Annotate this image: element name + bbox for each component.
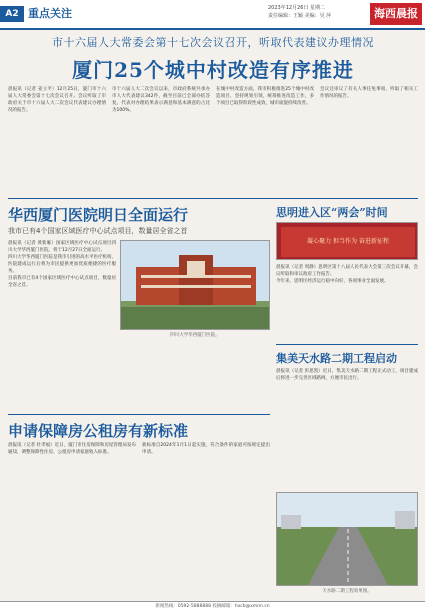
page-footer: 新闻热线：0592-5888888 投稿邮箱：hxcb@xmnn.cn — [0, 601, 425, 611]
hospital-photo — [120, 240, 270, 330]
hospital-paragraph: 晨报讯（记者 黄新雁）国家区域医疗中心试点项目四川大学华西厦门医院，将于12月27日全面运行。 — [8, 241, 116, 253]
road-rendering-image — [277, 493, 418, 586]
section-name: 重点关注 — [28, 7, 72, 20]
banner-text: 凝心聚力 担当作为 奋进新征程 — [307, 238, 389, 245]
housing-article-body — [8, 442, 270, 592]
lead-headline-block — [8, 34, 418, 83]
section-divider — [8, 198, 418, 199]
dateline — [268, 4, 368, 20]
hospital-title: 华西厦门医院明日全面运行 — [8, 206, 189, 224]
lead-column: 市十六届人大二次会议以来，市政府系统共承办市人大代表建议342件，截至目前已全部办结答复。代表对办理结果表示满意和基本满意的占比为100%。 — [112, 87, 210, 113]
hospital-photo-caption: 四川大学华西厦门医院。 — [170, 333, 220, 338]
siming-paragraph: 晨报讯（记者 周静）思明区第十八届人民代表大会第三次会议开幕，会议听取和审议政府工作报告。 — [276, 265, 418, 277]
jimei-title: 集美天水路二期工程启动 — [276, 352, 397, 365]
lead-column: 会议还审议了有关人事任免事项，听取了相关工作情况的报告。 — [320, 87, 418, 99]
lead-title: 厦门25个城中村改造有序推进 — [72, 58, 354, 82]
hospital-article-body — [8, 240, 116, 410]
editor-credit: 责任编辑：王颖 美编：吴 萍 — [268, 13, 332, 19]
hospital-building-image — [121, 241, 270, 330]
jimei-paragraph: 晨报讯（记者 彭思凯）近日，集美天水路二期工程正式动工，项目建成后将进一步完善区域路网，方便市民出行。 — [276, 369, 418, 381]
page-number-tag: A2 — [0, 6, 24, 22]
housing-column: 晨报讯（记者 杜孝福）近日，厦门市住房保障和房屋管理局发布通知，调整保障性住房、公租房申请家庭收入标准。 — [8, 443, 136, 455]
housing-title: 申请保障房公租房有新标准 — [8, 422, 189, 440]
jimei-road-photo — [276, 492, 418, 586]
masthead-logo: 海西晨报 — [370, 3, 422, 25]
page-header — [0, 0, 425, 30]
hospital-paragraph: 目前我市已有4个国家区域医疗中心试点项目，数量居全省之首。 — [8, 276, 116, 288]
siming-article-body — [276, 264, 418, 340]
hospital-column — [8, 240, 116, 410]
issue-date: 2023年12月26日 星期二 — [268, 5, 326, 11]
lead-kicker: 市十六届人大常委会第十七次会议召开，听取代表建议办理情况 — [52, 36, 374, 49]
lead-article-body — [8, 86, 418, 194]
section-divider — [8, 414, 270, 415]
section-divider — [276, 344, 418, 345]
hospital-subtitle: 我市已有4个国家区域医疗中心试点项目，数量居全省之首 — [8, 227, 188, 235]
jimei-article-body — [276, 368, 418, 488]
lead-column: 在城中村改造方面，我市积极推进25个城中村改造项目，坚持规划引领，统筹推进改造工作，多个项目已取得阶段性成效，城市面貌持续改善。 — [216, 87, 314, 106]
siming-title: 思明进入区“两会”时间 — [276, 206, 388, 219]
hospital-paragraph: 四川大学华西厦门医院是我市引进的高水平医疗机构，医院建成运行后将为市民提供更加优质便捷的医疗服务。 — [8, 255, 116, 274]
siming-paragraph: 今年来，思明区经济运行稳中向好，各项事业全面发展。 — [276, 279, 389, 284]
jimei-photo-caption: 天水路二期工程效果图。 — [322, 589, 372, 594]
siming-banner — [276, 222, 418, 260]
lead-column: 晨报讯（记者 姜立平）12月25日，厦门市十六届人大常委会第十七次会议召开。会议听取了市政府关于市十六届人大二次会议代表建议办理情况的报告。 — [8, 87, 106, 113]
housing-column: 新标准自2024年1月1日起实施，符合条件的家庭可按规定提出申请。 — [142, 443, 270, 455]
